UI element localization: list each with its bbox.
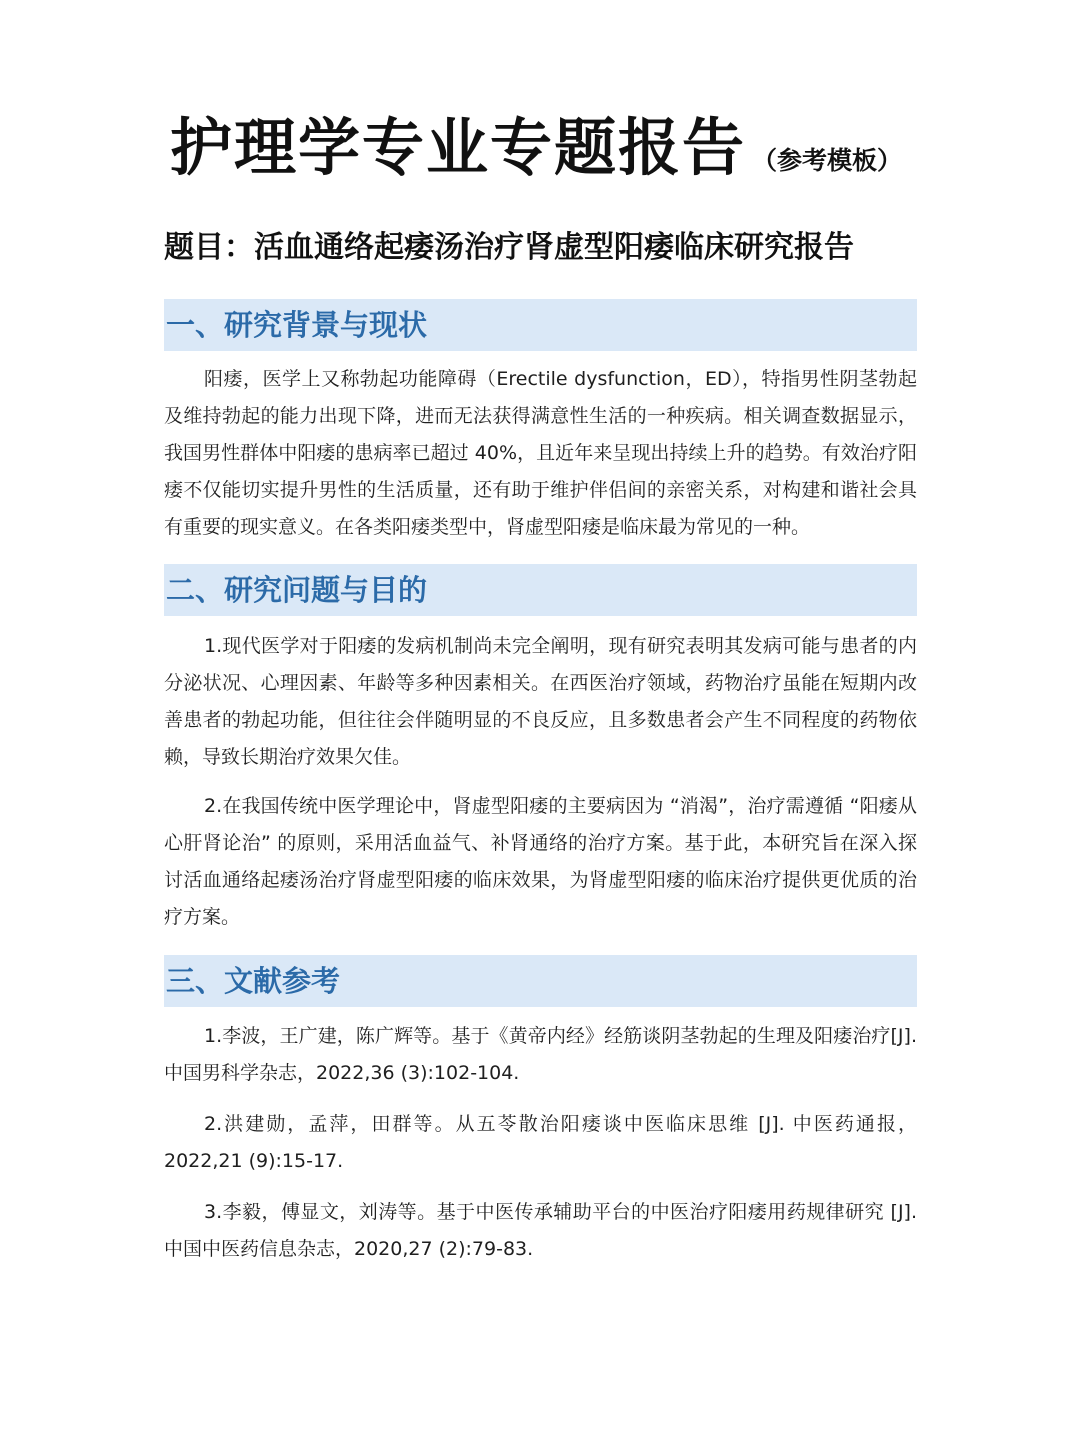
page-subtitle: （参考模板） (752, 146, 903, 175)
section-heading: 二、研究问题与目的 (166, 573, 428, 607)
section-paragraph: 1.现代医学对于阳痿的发病机制尚未完全阐明，现有研究表明其发病可能与患者的内分泌状况、心理因素、年龄等多种因素相关。在西医治疗领域，药物治疗虽能在短期内改善患者的勃起功能，但往往会伴随明显的不良反应，且多数患者会产生不同程度的药物依赖，导致长期治疗效果欠佳。 (164, 635, 917, 768)
section-paragraph: 阳痿，医学上又称勃起功能障碍（Erectile dysfunction，ED），特指男性阴茎勃起及维持勃起的能力出现下降，进而无法获得满意性生活的一种疾病。相关调查数据显示，我国男性群体中阳痿的患病率已超过 40%，且近年来呈现出持续上升的趋势。有效治疗阳痿不仅能切实提升男性的生活质量，还有助于维护伴侣间的亲密关系，对构建和谐社会具有重要的现实意义。在各类阳痿类型中，肾虚型阳痿是临床最为常见的一种。 (164, 368, 917, 538)
reference-item: 2.洪建勋，孟萍，田群等。从五苓散治阳痿谈中医临床思维 [J]. 中医药通报，2022,21 (9):15-17. (164, 1113, 917, 1172)
section-heading-background (164, 955, 917, 1007)
title-row (170, 98, 930, 187)
report-topic: 题目：活血通络起痿汤治疗肾虚型阳痿临床研究报告 (164, 230, 854, 265)
section-heading-background (164, 299, 917, 351)
section-heading: 三、文献参考 (166, 964, 341, 998)
reference-item: 1.李波，王广建，陈广辉等。基于《黄帝内经》经筋谈阴茎勃起的生理及阳痿治疗[J]. 中国男科学杂志，2022,36 (3):102-104. (164, 1025, 917, 1084)
reference-item: 3.李毅，傅显文，刘涛等。基于中医传承辅助平台的中医治疗阳痿用药规律研究 [J]. 中国中医药信息杂志，2020,27 (2):79-83. (164, 1201, 917, 1260)
section-heading: 一、研究背景与现状 (166, 308, 428, 342)
section-paragraph: 2.在我国传统中医学理论中，肾虚型阳痿的主要病因为 “消渴”，治疗需遵循 “阳痿从心肝肾论治” 的原则，采用活血益气、补肾通络的治疗方案。基于此，本研究旨在深入探讨活血通络起痿汤治疗肾虚型阳痿的临床效果，为肾虚型阳痿的临床治疗提供更优质的治疗方案。 (164, 795, 917, 928)
section-heading-background (164, 564, 917, 616)
page-title: 护理学专业专题报告 (170, 111, 747, 184)
